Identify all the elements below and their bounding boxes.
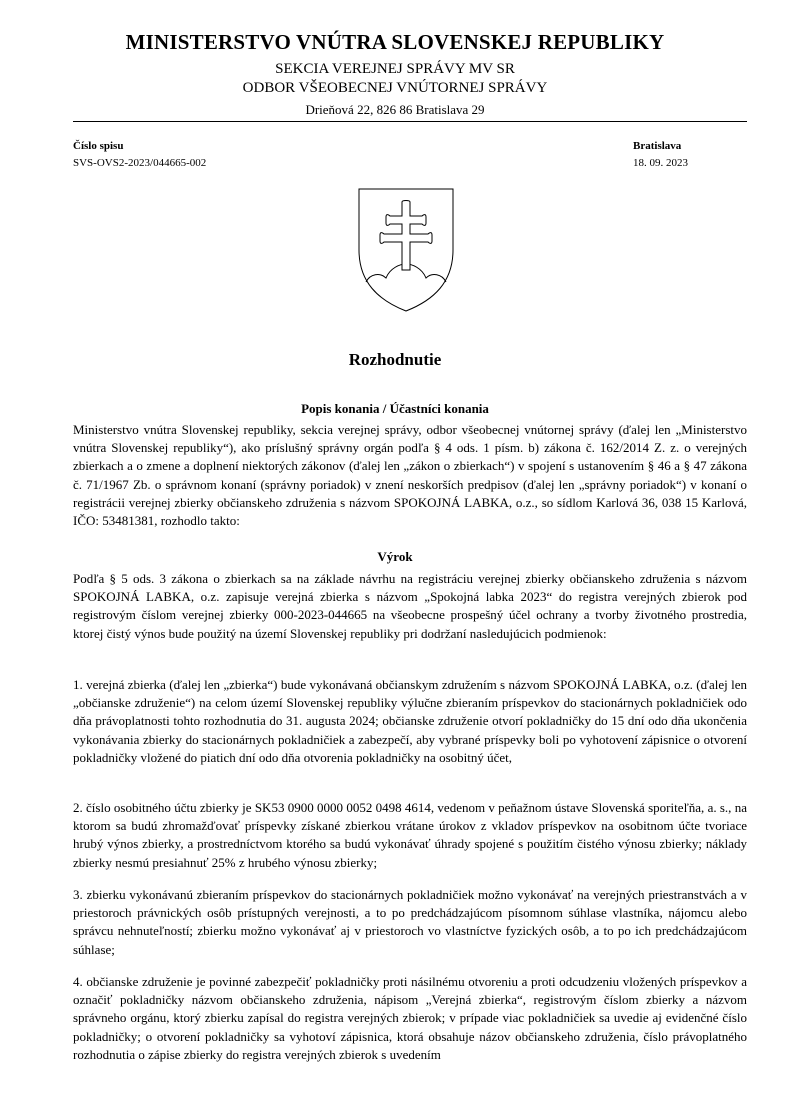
department-name: ODBOR VŠEOBECNEJ VNÚTORNEJ SPRÁVY [242,80,548,96]
case-number: SVS-OVS2-2023/044665-002 [73,157,207,169]
place-date-block [633,138,688,172]
case-number-label: Číslo spisu [73,140,124,152]
section-heading-description: Popis konania / Účastníci konania [301,401,489,416]
ministry-name: MINISTERSTVO VNÚTRA SLOVENSKEJ REPUBLIKY [125,30,665,54]
condition-paragraph-1: 1. verejná zbierka (ďalej len „zbierka“) bude vykonávaná občianskym združením s názvom SPOKOJNÁ LABKA, o.z. (ďalej len „občianske združenie“) na celom území Slovenskej republiky výlučne zbieraním príspevkov do stacionárnych pokladničiek odo dňa právoplatnosti tohto rozhodnutia do 31. augusta 2024; občianske združenie otvorí pokladničky do 15 dní odo dňa ukončenia vykonávania zbierky do stacionárnych pokladničiek a zabezpečí, aby vybrané príspevky boli po vyhotovení zápisnice o otvorení pokladničky vložené do piatich dní odo dňa otvorenia pokladničky na osobitný účet, [73,677,747,765]
condition-paragraph-4: 4. občianske združenie je povinné zabezpečiť pokladničky proti násilnému otvoreniu a proti odcudzeniu vložených príspevkov a označiť pokladničky názvom občianskeho združenia, nápisom „Verejná zbierka“, registrovým číslom zbierky a názvom správneho orgánu, ktorý zbierku zapísal do registra verejných zbierok; v prípade viac pokladničiek sa uvedie aj evidenčné číslo pokladničky; o otvorení pokladničky sa vyhotoví zápisnica, ktorá obsahuje názov občianskeho združenia, číslo právoplatného rozhodnutia o zápise zbierky do registra verejných zbierok s uvedením [73,974,747,1062]
document-title: Rozhodnutie [348,350,442,369]
case-number-block [73,138,206,172]
slovak-coat-of-arms-icon [356,186,456,314]
verdict-paragraph: Podľa § 5 ods. 3 zákona o zbierkach sa na základe návrhu na registráciu verejnej zbierky občianskeho združenia s názvom SPOKOJNÁ LABKA, o.z. zapisuje verejná zbierka s názvom „Spokojná labka 2023“ do registra verejných zbierok pod registrovým číslom verejnej zbierky 000-2023-044665 na všeobecne prospešný účel ochrany a tvorby životného prostredia, ktorej čistý výnos bude použitý na území Slovenskej republiky pri dodržaní nasledujúcich podmienok: [73,571,747,641]
header-divider [73,121,747,122]
section-name: SEKCIA VEREJNEJ SPRÁVY MV SR [275,61,515,77]
section-heading-verdict: Výrok [377,549,413,564]
intro-paragraph: Ministerstvo vnútra Slovenskej republiky, sekcia verejnej správy, odbor všeobecnej vnútornej správy (ďalej len „Ministerstvo vnútra Slovenskej republiky“), ako príslušný správny orgán podľa § 4 ods. 1 písm. b) zákona č. 162/2014 Z. z. o verejných zbierkach a o zmene a doplnení niektorých zákonov (ďalej len „zákon o zbierkach“) v spojení s ustanovením § 46 a § 47 zákona č. 71/1967 Zb. o správnom konaní (správny poriadok) v znení neskorších predpisov (ďalej len „správny poriadok“) v konaní o registrácii verejnej zbierky občianskeho združenia s názvom SPOKOJNÁ LABKA, o.z., so sídlom Karlová 36, 038 15 Karlová, IČO: 53481381, rozhodlo takto: [73,422,747,529]
condition-paragraph-2: 2. číslo osobitného účtu zbierky je SK53 0900 0000 0052 0498 4614, vedenom v peňažnom ústave Slovenská sporiteľňa, a. s., na ktorom sa budú zhromažďovať príspevky získané zbierkou vrátane úrokov z vkladov príspevkov na osobitnom účte tvoriace hrubý výnos zbierky, a prostredníctvom ktorého sa budú vykonávať úhrady spojené s použitím čistého výnosu zbierky; náklady zbierky nesmú presiahnuť 25% z hrubého výnosu zbierky; [73,800,747,870]
ministry-address: Drieňová 22, 826 86 Bratislava 29 [305,102,485,117]
condition-paragraph-3: 3. zbierku vykonávanú zbieraním príspevkov do stacionárnych pokladničiek možno vykonávať na verejných priestranstvách a v priestoroch právnických osôb prístupných verejnosti, a to po predchádzajúcom písomnom súhlase vlastníka, nájomcu alebo správcu nehnuteľností; zbierku možno vykonávať aj v priestoroch vo vlastníctve fyzických osôb, a to po ich predchádzajúcom súhlase; [73,887,747,957]
date: 18. 09. 2023 [633,157,688,169]
place: Bratislava [633,140,682,152]
